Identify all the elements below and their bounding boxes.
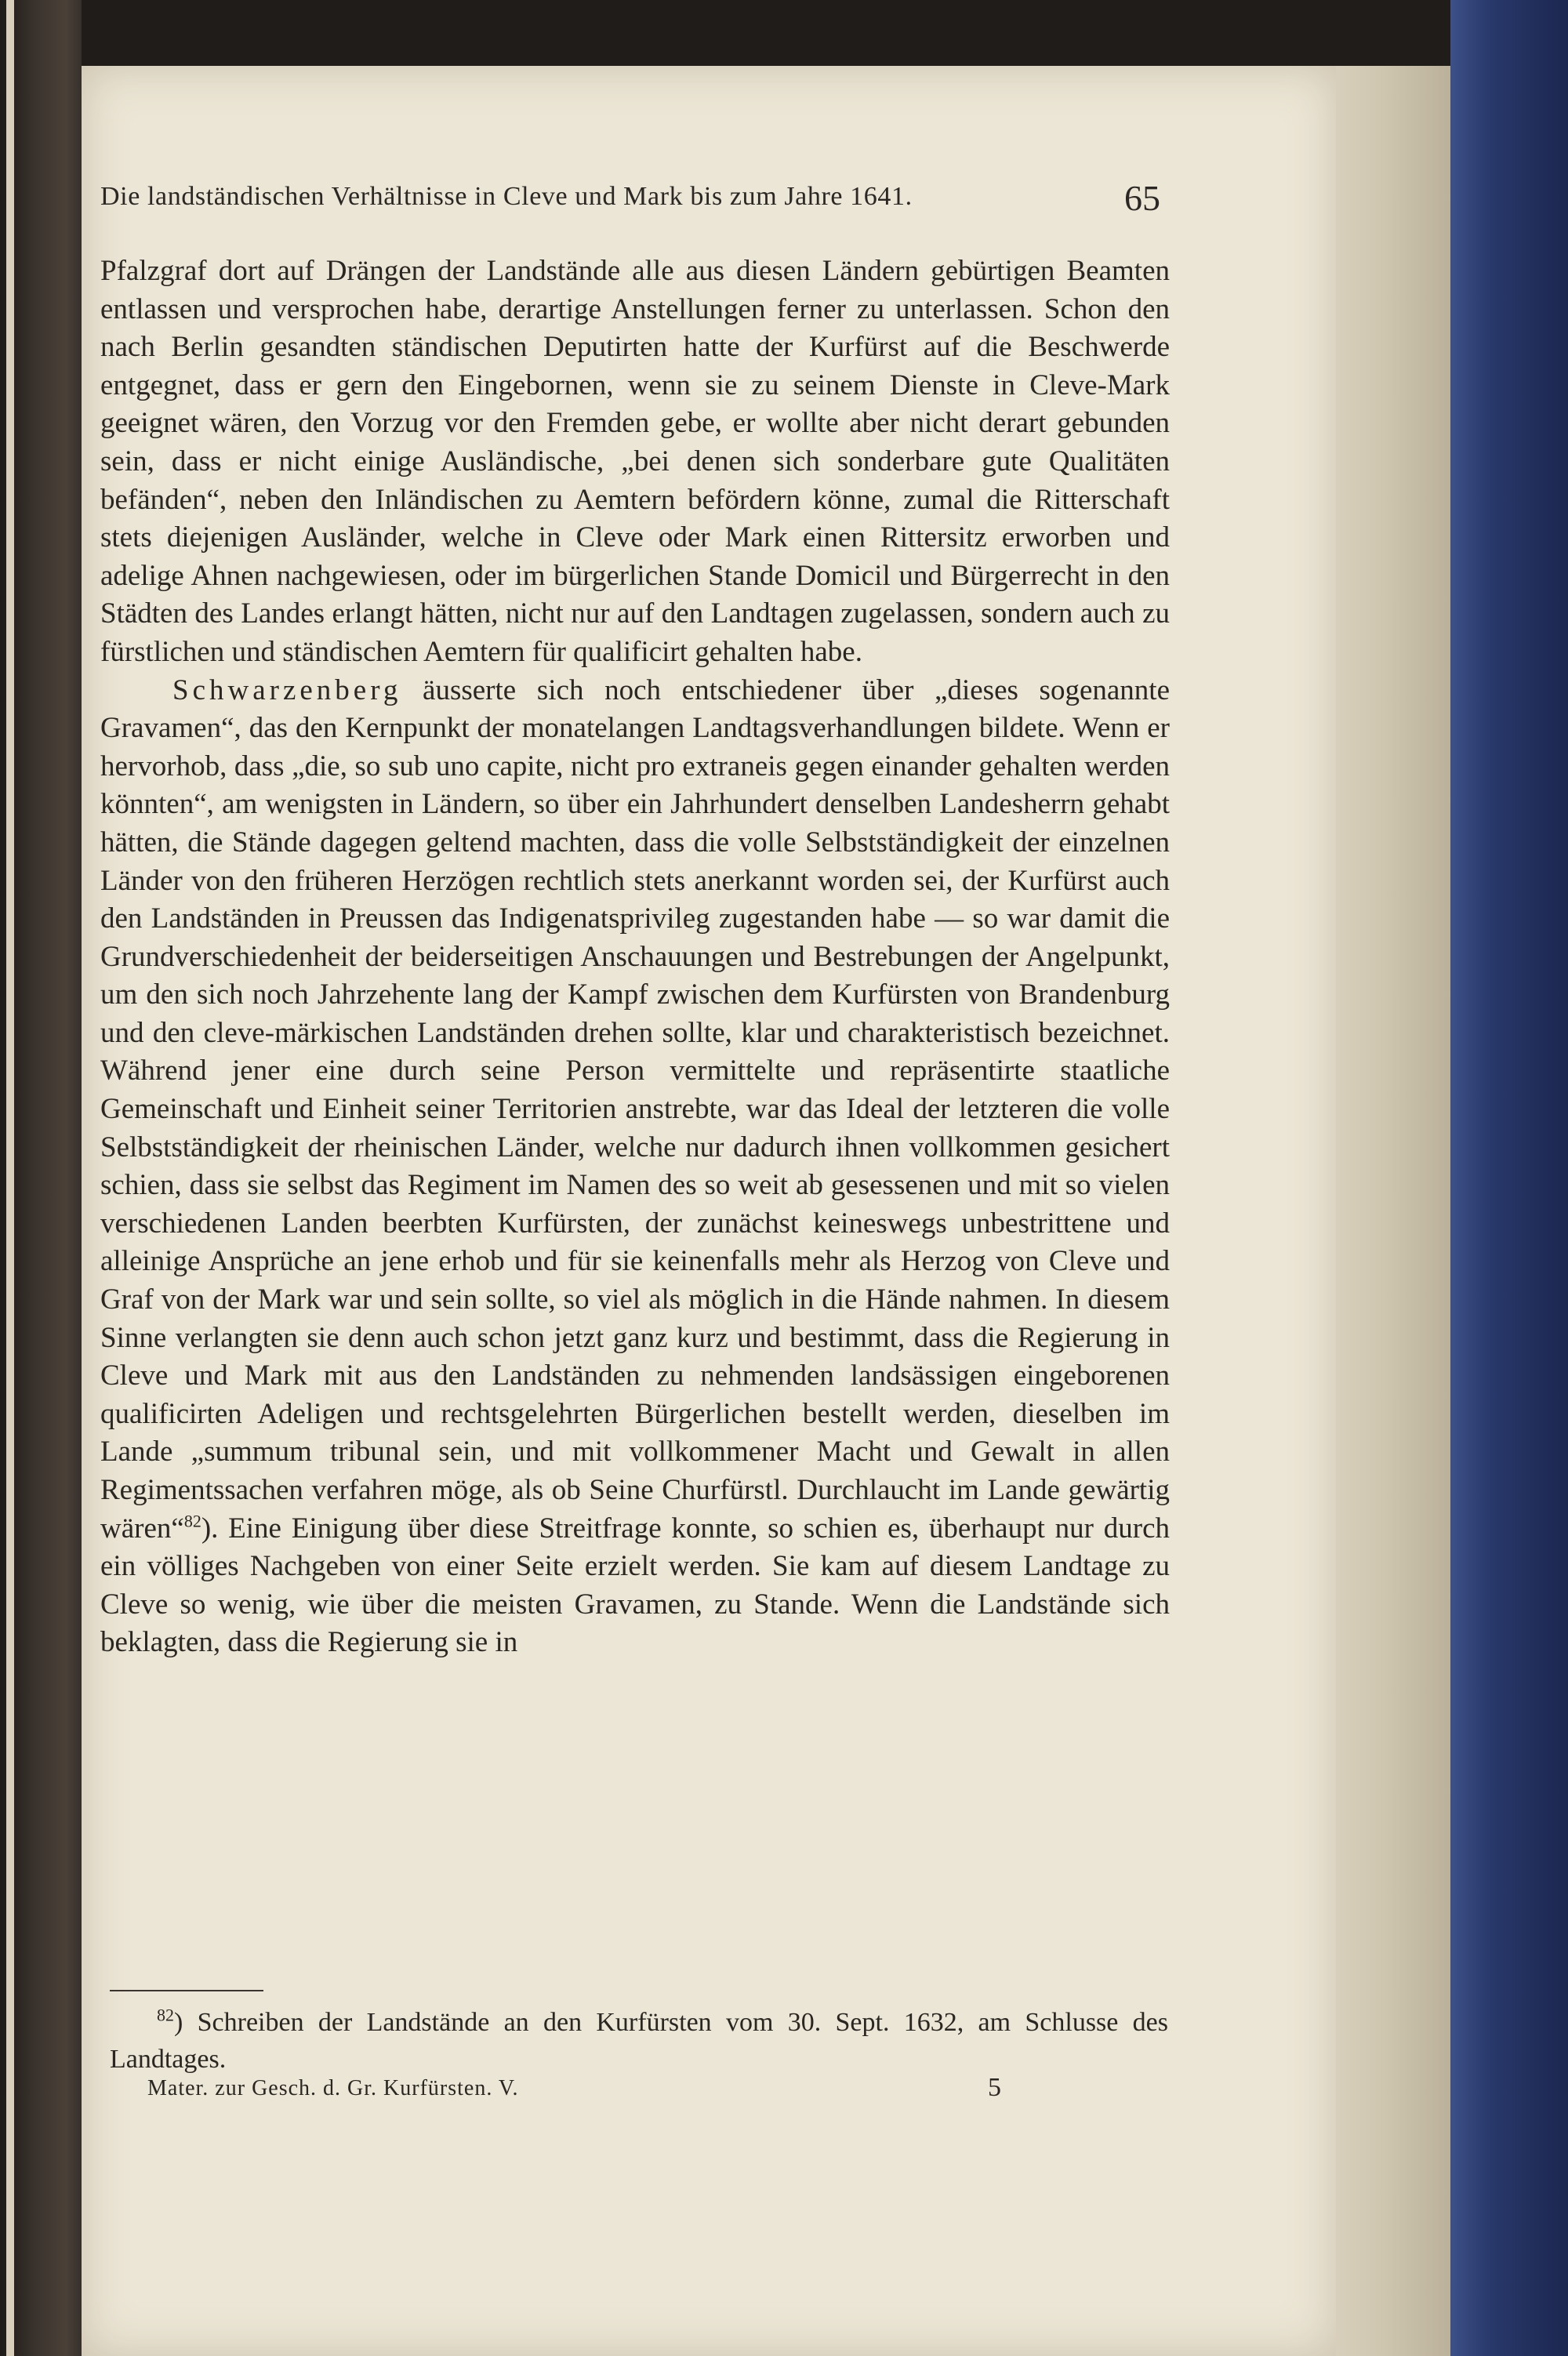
sheet-number: 5 — [988, 2073, 1001, 2102]
paragraph-2-end: ). Eine Einigung über diese Streitfrage konnte, so schien es, überhaupt nur durch ein völliges Nachgeben von einer Seite erzielt werden. Sie kam auf diesem Landtage zu Cleve so wenig, wie über die meisten Gravamen, zu Stande. Wenn die Landstände sich beklagten, dass die Regierung sie in — [100, 1512, 1170, 1659]
scan-background-top — [82, 0, 1458, 66]
footnote-text: ) Schreiben der Landstände an den Kurfürsten vom 30. Sept. 1632, am Schlusse des Landtages. — [110, 2008, 1168, 2074]
footnote-reference[interactable]: 82 — [183, 1511, 201, 1531]
printer-signature: Mater. zur Gesch. d. Gr. Kurfürsten. V. — [147, 2076, 519, 2100]
emphasized-name: Schwarzenberg — [172, 673, 402, 706]
page-fore-edge — [1333, 66, 1458, 2356]
footnote-separator — [110, 1990, 263, 1991]
paragraph-1: Pfalzgraf dort auf Drängen der Landstände alle aus diesen Ländern gebürtigen Beamten entlassen und versprochen habe, derartige Anstellungen ferner zu unterlassen. Schon den nach Berlin gesandten ständischen Deputirten hatte der Kurfürst auf die Beschwerde entgegnet, dass er gern den Eingebornen, wenn sie zu seinem Dienste in Cleve-Mark geeignet wären, den Vorzug vor den Fremden gebe, er wollte aber nicht derart gebunden sein, dass er nicht einige Ausländische, „bei denen sich sonderbare gute Qualitäten befänden“, neben den Inländischen zu Aemtern befördern könne, zumal die Ritterschaft stets diejenigen Ausländer, welche in Cleve oder Mark einen Rittersitz erworben und adelige Ahnen nachgewiesen, oder im bürgerlichen Stande Domicil und Bürgerrecht in den Städten des Landes erlangt hätten, nicht nur auf den Landtagen zugelassen, sondern auch zu fürstlichen und ständischen Aemtern für qualificirt gehalten habe. — [100, 255, 1170, 668]
paragraph-2-text: äusserte sich noch entschiedener über „dieses sogenannte Gravamen“, das den Kernpunkt der monatelangen Landtagsverhandlungen bildete. Wenn er hervorhob, dass „die, so sub uno capite, nicht pro extraneis gegen einander gehalten werden könnten“, am wenigsten in Ländern, so über ein Jahrhundert denselben Landesherrn gehabt hätten, die Stände dagegen geltend machten, dass die volle Selbstständigkeit der einzelnen Länder von den früheren Herzögen rechtlich stets anerkannt worden sei, der Kurfürst auch den Landständen in Preussen das Indigenatsprivileg zugestanden habe — so war damit die Grundverschiedenheit der beiderseitigen Anschauungen und Bestrebungen der Angelpunkt, um den sich noch Jahrzehente lang der Kampf zwischen dem Kurfürsten von Brandenburg und den cleve-märkischen Landständen drehen sollte, klar und charakteristisch bezeichnet. Während jener eine durch seine Person vermittelte und repräsentirte staatliche Gemeinschaft und Einheit seiner Territorien anstrebte, war das Ideal der letzteren die volle Selbstständigkeit der rheinischen Länder, welche nur dadurch ihnen vollkommen gesichert schien, dass sie selbst das Regiment im Namen des so weit ab gesessenen und mit so vielen verschiedenen Landen beerbten Kurfürsten, der zunächst keineswegs unbestrittene und alleinige Ansprüche an jene erhob und für sie keinenfalls mehr als Herzog von Cleve und Graf von der Mark war und sein sollte, so viel als möglich in die Hände nahmen. In diesem Sinne verlangten sie denn auch schon jetzt ganz kurz und bestimmt, dass die Regierung in Cleve und Mark mit aus den Landständen zu nehmenden landsässigen eingeborenen qualificirten Adeligen und rechtsgelehrten Bürgerlichen bestellt werden, dieselben im Lande „summum tribunal sein, und mit vollkommener Macht und Gewalt in allen Regimentssachen verfahren möge, als ob Seine Churfürstl. Durchlaucht im Lande gewärtig wären“ — [100, 673, 1170, 1545]
paragraph-2 — [100, 672, 1170, 1662]
book-cover-binding — [1450, 0, 1568, 2356]
adjacent-page-edge — [6, 0, 14, 2356]
footnote — [110, 2004, 1168, 2078]
footnote-number: 82 — [157, 2005, 174, 2025]
body-text — [100, 252, 1170, 1662]
page-number: 65 — [1124, 178, 1160, 218]
running-title: Die landständischen Verhältnisse in Cleve und Mark bis zum Jahre 1641. — [100, 182, 913, 211]
